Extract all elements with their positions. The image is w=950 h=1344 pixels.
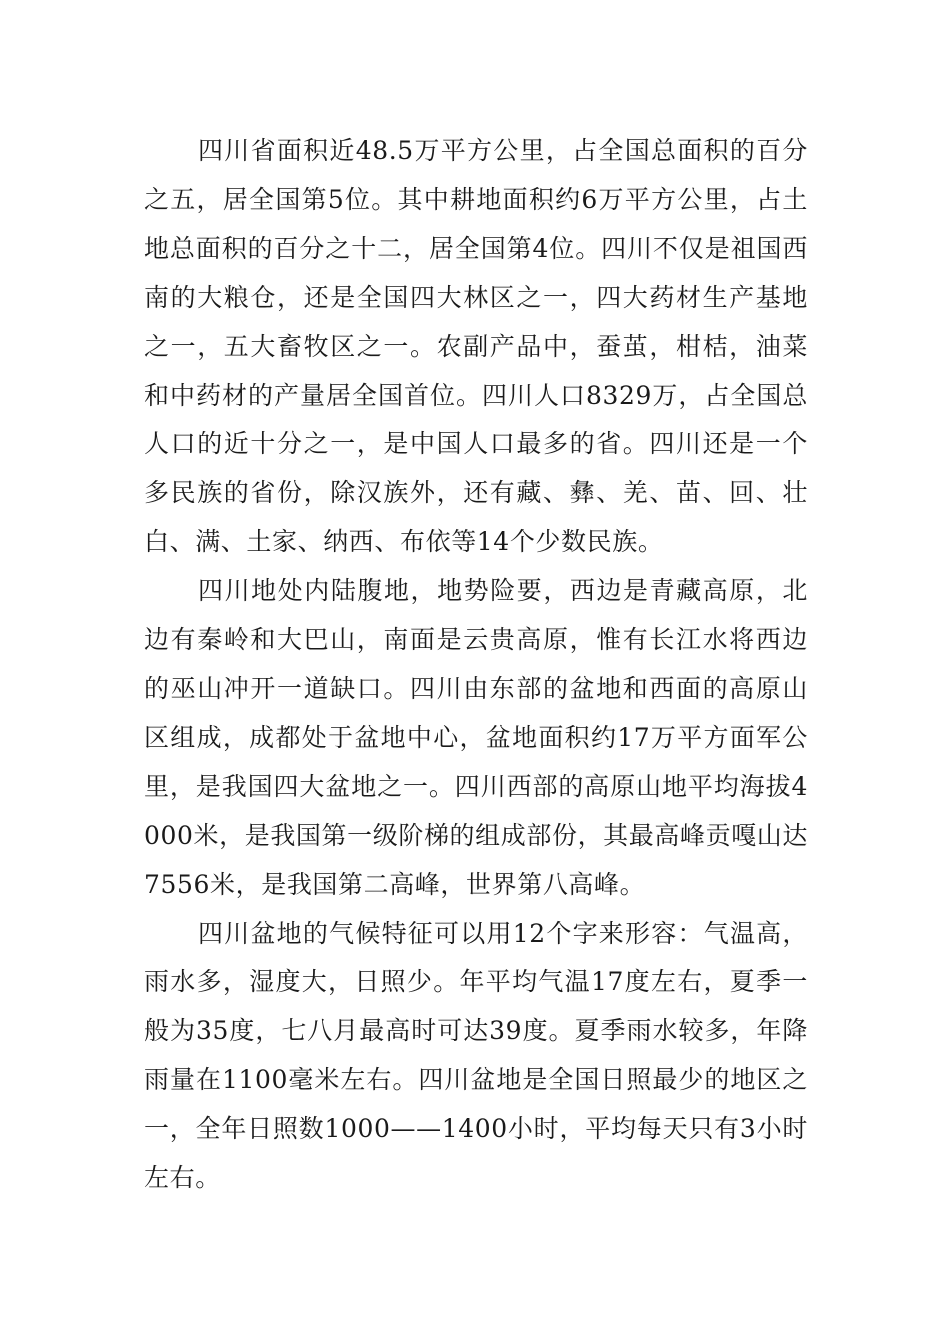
paragraph-geography: 四川地处内陆腹地，地势险要，西边是青藏高原，北边有秦岭和大巴山，南面是云贵高原，惟有长江水将西边的巫山冲开一道缺口。四川由东部的盆地和西面的高原山区组成，成都处于盆地中心，盆地面积约17万平方面军公里，是我国四大盆地之一。四川西部的高原山地平均海拔4000米，是我国第一级阶梯的组成部份，其最高峰贡嘎山达7556米，是我国第二高峰，世界第八高峰。 — [144, 576, 808, 899]
document-body — [144, 127, 808, 1203]
paragraph-climate: 四川盆地的气候特征可以用12个字来形容：气温高，雨水多，湿度大，日照少。年平均气温17度左右，夏季一般为35度，七八月最高时可达39度。夏季雨水较多，年降雨量在1100毫米左右。四川盆地是全国日照最少的地区之一，全年日照数1000——1400小时，平均每天只有3小时左右。 — [144, 918, 808, 1193]
paragraph-area-population: 四川省面积近48.5万平方公里，占全国总面积的百分之五，居全国第5位。其中耕地面积约6万平方公里，占土地总面积的百分之十二，居全国第4位。四川不仅是祖国西南的大粮仓，还是全国四大林区之一，四大药材生产基地之一，五大畜牧区之一。农副产品中，蚕茧，柑桔，油菜和中药材的产量居全国首位。四川人口8329万，占全国总人口的近十分之一，是中国人口最多的省。四川还是一个多民族的省份，除汉族外，还有藏、彝、羌、苗、回、壮白、满、土家、纳西、布依等14个少数民族。 — [144, 136, 808, 557]
